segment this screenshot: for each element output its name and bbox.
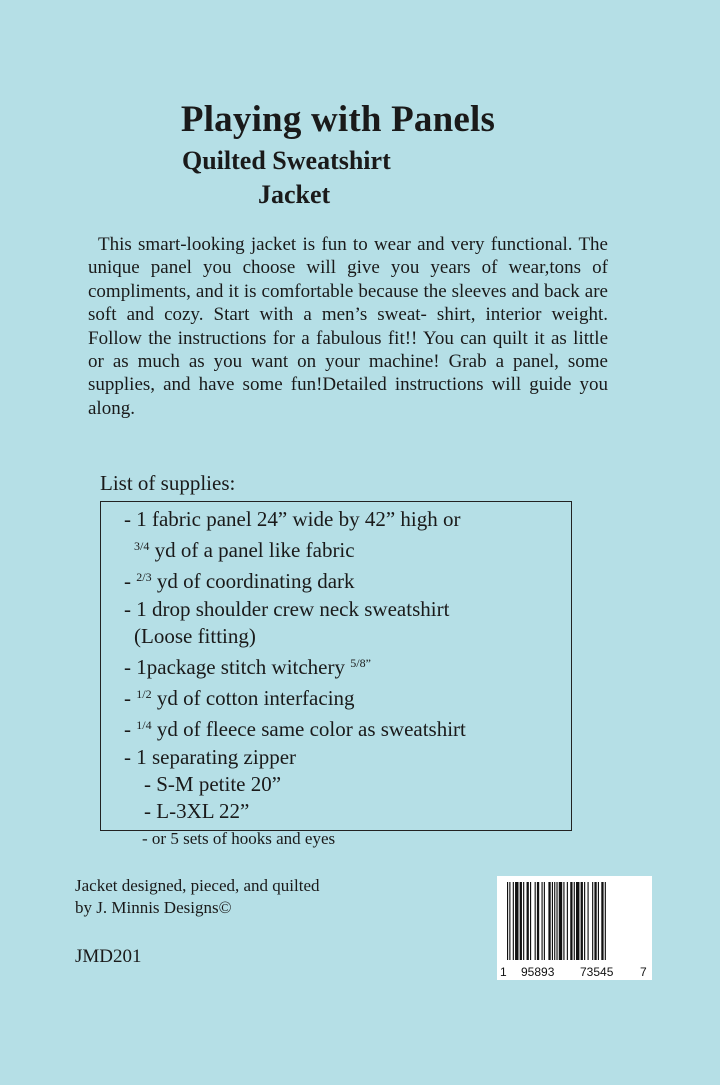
barcode-bar bbox=[601, 882, 603, 960]
description: This smart-looking jacket is fun to wear and very functional. The unique panel you choose will give you years of wear,tons of compliments, and it is comfortable because the sleeves and back are soft and cozy. Start with a men’s sweat- shirt, interior weight. Follow the instructions for a fabulous fit!! You can quilt it as little or as much as you want on your machine! Grab a panel, some supplies, and have some fun!Detailed instructions will guide you along. bbox=[88, 234, 608, 419]
barcode-bar bbox=[515, 882, 518, 960]
barcode-bar bbox=[542, 882, 543, 960]
barcode-bar bbox=[548, 882, 550, 960]
supply-item: - $^{1/2}$ yd of cotton interfacing bbox=[124, 686, 355, 711]
page-title: Playing with Panels bbox=[180, 99, 496, 140]
barcode-bar bbox=[592, 882, 593, 960]
supplies-box bbox=[100, 501, 572, 849]
barcode-digit-first: 1 bbox=[500, 965, 507, 979]
barcode-bar bbox=[570, 882, 572, 960]
barcode-bar bbox=[509, 882, 510, 960]
barcode-bar bbox=[574, 882, 575, 960]
barcode-bar bbox=[594, 882, 596, 960]
barcode-bars bbox=[503, 882, 646, 964]
barcode-bar bbox=[576, 882, 579, 960]
supply-item: - 1 separating zipper bbox=[124, 744, 297, 769]
product-code: JMD201 bbox=[75, 946, 142, 967]
barcode-bar bbox=[563, 882, 564, 960]
supply-item: $^{3/4}$ yd of a panel like fabric bbox=[134, 538, 355, 563]
barcode-bar bbox=[605, 882, 606, 960]
supply-item: - S-M petite 20” bbox=[144, 771, 282, 796]
supply-item: - or 5 sets of hooks and eyes bbox=[142, 829, 336, 849]
supply-item: - 1 fabric panel 24” wide by 42” high or bbox=[124, 507, 461, 531]
barcode-group2: 73545 bbox=[580, 965, 614, 979]
supply-item: - 1package stitch witchery $^{5/8”}$ bbox=[124, 655, 371, 680]
barcode-bar bbox=[513, 882, 514, 960]
designer-credit bbox=[75, 875, 320, 919]
subtitle-line1: Quilted Sweatshirt bbox=[182, 146, 391, 175]
supply-item: - L-3XL 22” bbox=[144, 799, 250, 824]
barcode-bar bbox=[567, 882, 568, 960]
barcode-bar bbox=[588, 882, 589, 960]
barcode-group1: 95893 bbox=[521, 965, 555, 979]
barcode-bar bbox=[559, 882, 562, 960]
supplies-list bbox=[101, 502, 571, 852]
barcode-bar bbox=[530, 882, 531, 960]
barcode-bar bbox=[584, 882, 585, 960]
supply-item: - $^{2/3}$ yd of coordinating dark bbox=[124, 569, 355, 594]
barcode-bar bbox=[556, 882, 557, 960]
barcode bbox=[497, 876, 652, 980]
supply-item: (Loose fitting) bbox=[134, 623, 256, 648]
barcode-bar bbox=[507, 882, 508, 960]
barcode-bar bbox=[598, 882, 599, 960]
barcode-bar bbox=[535, 882, 536, 960]
barcode-bar bbox=[554, 882, 555, 960]
barcode-bar bbox=[520, 882, 522, 960]
supplies-label: List of supplies: bbox=[100, 471, 236, 495]
credit-line2: by J. Minnis Designs© bbox=[75, 898, 232, 917]
subtitle-line2: Jacket bbox=[258, 180, 331, 209]
barcode-bar bbox=[552, 882, 553, 960]
barcode-bar bbox=[537, 882, 539, 960]
credit-line1: Jacket designed, pieced, and quilted bbox=[75, 876, 320, 895]
supply-item: - 1 drop shoulder crew neck sweatshirt bbox=[124, 596, 450, 621]
barcode-bar bbox=[581, 882, 583, 960]
barcode-bar bbox=[544, 882, 545, 960]
barcode-bar bbox=[527, 882, 529, 960]
barcode-digit-last: 7 bbox=[640, 965, 647, 979]
supply-item: - $^{1/4}$ yd of fleece same color as sweatshirt bbox=[124, 717, 466, 742]
barcode-bar bbox=[523, 882, 524, 960]
